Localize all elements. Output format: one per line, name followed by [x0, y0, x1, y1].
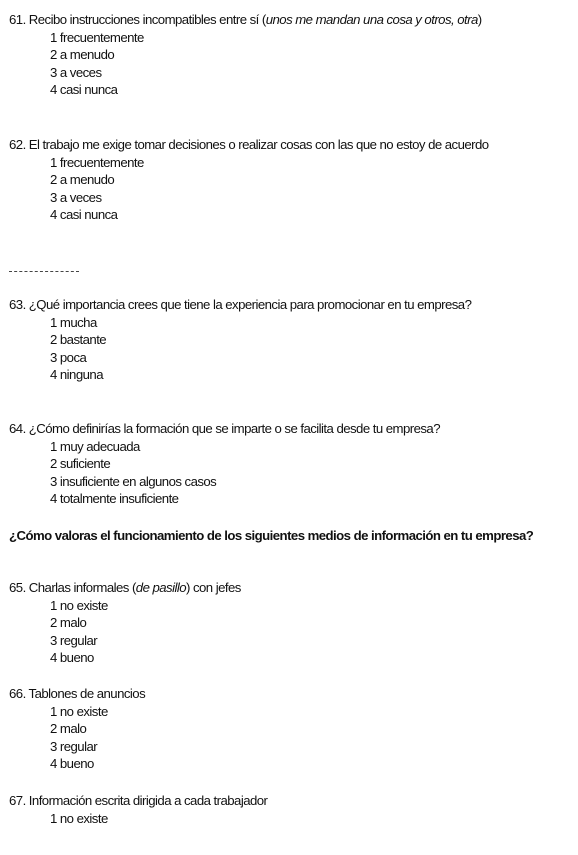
answer-option: 1 muy adecuada — [50, 438, 140, 454]
question-64 — [9, 420, 564, 508]
question-text: 65. Charlas informales (de pasillo) con jefes — [9, 580, 241, 595]
answer-option: 3 a veces — [50, 64, 102, 80]
answer-option: 2 a menudo — [50, 172, 115, 187]
answer-option: 2 a menudo — [50, 47, 115, 62]
answer-option: 2 malo — [50, 615, 87, 630]
question-62 — [9, 136, 564, 224]
answer-option: 1 mucha — [50, 314, 97, 330]
question-text: 66. Tablones de anuncios — [9, 686, 146, 701]
answer-option: 1 frecuentemente — [50, 29, 144, 45]
answer-option: 4 bueno — [50, 756, 94, 771]
answer-option: 4 ninguna — [50, 367, 103, 382]
question-text: 61. Recibo instrucciones incompatibles entre sí (unos me mandan una cosa y otros, otra) — [9, 12, 482, 27]
question-63 — [9, 296, 564, 384]
answer-option: 3 regular — [50, 632, 98, 648]
question-text: 67. Información escrita dirigida a cada trabajador — [9, 793, 268, 808]
answer-option: 3 insuficiente en algunos casos — [50, 473, 217, 489]
question-67 — [9, 792, 564, 827]
answer-option: 2 suficiente — [50, 456, 111, 471]
answer-option: 4 casi nunca — [50, 207, 118, 222]
question-65 — [9, 579, 564, 667]
question-italic-note: unos me mandan una cosa y otros, otra — [265, 12, 478, 27]
question-text: 62. El trabajo me exige tomar decisiones o realizar cosas con las que no estoy de acuerdo — [9, 137, 489, 152]
answer-option: 1 no existe — [50, 597, 108, 613]
question-italic-note: de pasillo — [135, 580, 187, 595]
answer-option: 4 casi nunca — [50, 82, 118, 97]
question-66 — [9, 685, 564, 773]
answer-option: 4 totalmente insuficiente — [50, 491, 179, 506]
answer-option: 3 poca — [50, 349, 87, 365]
separator-line — [9, 271, 79, 272]
answer-option: 2 malo — [50, 721, 87, 736]
answer-option: 4 bueno — [50, 650, 94, 665]
answer-option: 1 no existe — [50, 810, 108, 826]
question-text: 63. ¿Qué importancia crees que tiene la experiencia para promocionar en tu empresa? — [9, 297, 472, 312]
answer-option: 3 a veces — [50, 189, 102, 205]
question-text: 64. ¿Cómo definirías la formación que se imparte o se facilita desde tu empresa? — [9, 421, 440, 436]
answer-option: 3 regular — [50, 738, 98, 754]
answer-option: 2 bastante — [50, 332, 107, 347]
answer-option: 1 frecuentemente — [50, 154, 144, 170]
question-61 — [9, 11, 564, 99]
answer-option: 1 no existe — [50, 703, 108, 719]
section-heading: ¿Cómo valoras el funcionamiento de los siguientes medios de información en tu empresa? — [9, 528, 534, 543]
